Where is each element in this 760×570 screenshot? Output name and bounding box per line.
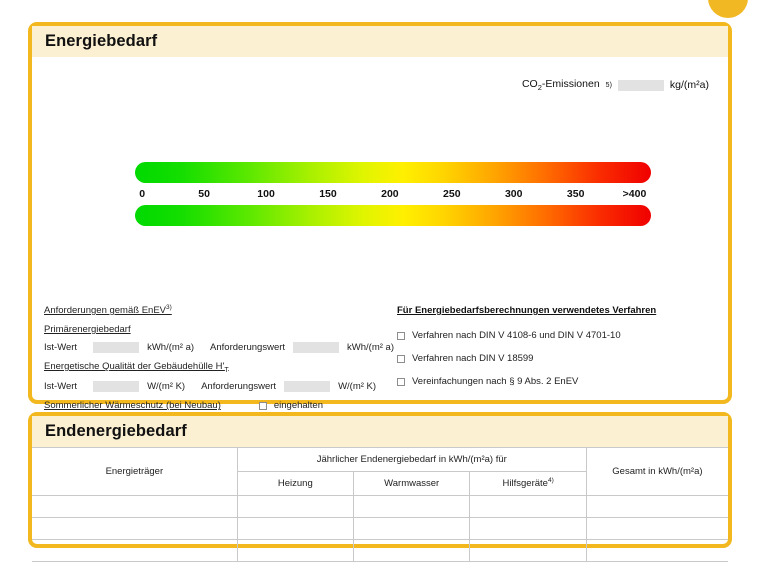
co2-subscript: 2 [537, 83, 542, 93]
summer-heat-protection-row [44, 401, 394, 411]
energy-scale [135, 162, 651, 226]
quality-ist-label: Ist-Wert [44, 380, 78, 392]
primary-ist-field[interactable] [93, 342, 139, 353]
quality-ist-field[interactable] [93, 381, 139, 392]
quality-anf-unit: W/(m² K) [338, 380, 377, 392]
procedure-label-din4108: Verfahren nach DIN V 4108-6 und DIN V 4701-10 [412, 330, 621, 341]
scale-tick-400plus: >400 [622, 188, 647, 200]
scale-tick-100: 100 [257, 188, 275, 200]
primary-anf-unit: kWh/(m² a) [347, 341, 394, 353]
energiebedarf-panel-body [32, 57, 728, 412]
procedure-checkbox-vereinfachungen[interactable] [397, 378, 405, 386]
procedures-heading: Für Energiebedarfsberechnungen verwendetes Verfahren [397, 305, 657, 316]
procedures-column [397, 305, 717, 399]
primary-energy-subheading: Primärenergiebedarf [44, 324, 131, 336]
table-header-span-endenergiebedarf: Jährlicher Endenergiebedarf in kWh/(m²a) für [237, 448, 586, 472]
summer-heat-protection-label: Sommerlicher Wärmeschutz (bei Neubau) [44, 400, 221, 412]
endenergiebedarf-panel [28, 412, 732, 548]
table-header-row-top [32, 448, 728, 472]
cell-energietraeger[interactable] [32, 540, 237, 562]
cell-gesamt[interactable] [586, 540, 728, 562]
cell-heizung[interactable] [237, 540, 353, 562]
scale-gradient-bottom [135, 205, 651, 226]
co2-footnote-marker: 5) [605, 81, 612, 89]
procedure-checkbox-din4108[interactable] [397, 332, 405, 340]
co2-unit-label: kg/(m²a) [669, 79, 709, 92]
envelope-quality-values-row [44, 381, 394, 392]
procedure-label-din18599: Verfahren nach DIN V 18599 [412, 353, 534, 364]
scale-gradient-top [135, 162, 651, 183]
procedure-option-din18599[interactable] [397, 353, 717, 364]
energiebedarf-panel-header [32, 26, 728, 57]
corner-accent-circle [708, 0, 748, 18]
cell-gesamt[interactable] [586, 496, 728, 518]
energiebedarf-panel [28, 22, 732, 412]
cell-warmwasser[interactable] [353, 496, 469, 518]
cell-gesamt[interactable] [586, 518, 728, 540]
scale-tick-150: 150 [319, 188, 337, 200]
cell-hilfsgeraete[interactable] [470, 540, 586, 562]
primary-energy-values-row [44, 342, 394, 353]
primary-anf-label: Anforderungswert [210, 341, 286, 353]
cell-warmwasser[interactable] [353, 540, 469, 562]
cell-energietraeger[interactable] [32, 518, 237, 540]
envelope-quality-subscript: T [224, 366, 229, 374]
endenergiebedarf-panel-body [32, 447, 728, 544]
table-header-energietraeger: Energieträger [32, 448, 237, 496]
cell-hilfsgeraete[interactable] [470, 518, 586, 540]
table-header-gesamt: Gesamt in kWh/(m²a) [586, 448, 728, 496]
summer-heat-protection-checkbox-label: eingehalten [273, 400, 324, 412]
page-title: Energiebedarf [45, 32, 158, 50]
scale-tick-200: 200 [381, 188, 399, 200]
scale-tick-50: 50 [198, 188, 210, 200]
scale-tick-0: 0 [139, 188, 146, 200]
co2-emissions-label: $CO_2$-Emissionen [521, 78, 600, 93]
summer-heat-protection-checkbox[interactable] [259, 402, 267, 410]
procedure-checkbox-din18599[interactable] [397, 355, 405, 363]
requirements-heading: Anforderungen gemäß EnEV$^{3)}$ [44, 304, 172, 317]
scale-tick-350: 350 [566, 188, 585, 200]
envelope-quality-subheading: Energetische Qualität der Gebäudehülle $H'_T$ [44, 361, 229, 374]
quality-anf-label: Anforderungswert [201, 380, 277, 392]
requirements-column [44, 305, 394, 411]
co2-value-field[interactable] [618, 80, 664, 91]
procedure-option-din4108[interactable] [397, 330, 717, 341]
co2-emissions-row [522, 78, 709, 92]
procedure-label-vereinfachungen: Vereinfachungen nach § 9 Abs. 2 EnEV [412, 376, 579, 387]
endenergiebedarf-panel-header [32, 416, 728, 447]
cell-heizung[interactable] [237, 518, 353, 540]
quality-ist-unit: W/(m² K) [147, 380, 186, 392]
scale-tick-250: 250 [443, 188, 461, 200]
scale-tick-300: 300 [504, 188, 523, 200]
table-row[interactable] [32, 540, 728, 562]
endenergiebedarf-title: Endenergiebedarf [45, 422, 187, 440]
endenergiebedarf-table [32, 447, 728, 562]
hilfsgeraete-footnote-marker: 4) [547, 477, 554, 485]
cell-energietraeger[interactable] [32, 496, 237, 518]
procedure-option-vereinfachungen[interactable] [397, 376, 717, 387]
requirements-heading-footnote: 3) [166, 304, 172, 311]
cell-heizung[interactable] [237, 496, 353, 518]
primary-ist-unit: kWh/(m² a) [147, 341, 195, 353]
cell-hilfsgeraete[interactable] [470, 496, 586, 518]
table-row[interactable] [32, 518, 728, 540]
table-row[interactable] [32, 496, 728, 518]
table-header-heizung: Heizung [237, 472, 353, 496]
table-header-hilfsgeraete: Hilfsgeräte$^{4)}$ [470, 472, 586, 496]
scale-tick-labels [135, 185, 651, 205]
primary-anf-field[interactable] [293, 342, 339, 353]
table-header-warmwasser: Warmwasser [353, 472, 469, 496]
primary-ist-label: Ist-Wert [44, 341, 78, 353]
quality-anf-field[interactable] [284, 381, 330, 392]
cell-warmwasser[interactable] [353, 518, 469, 540]
